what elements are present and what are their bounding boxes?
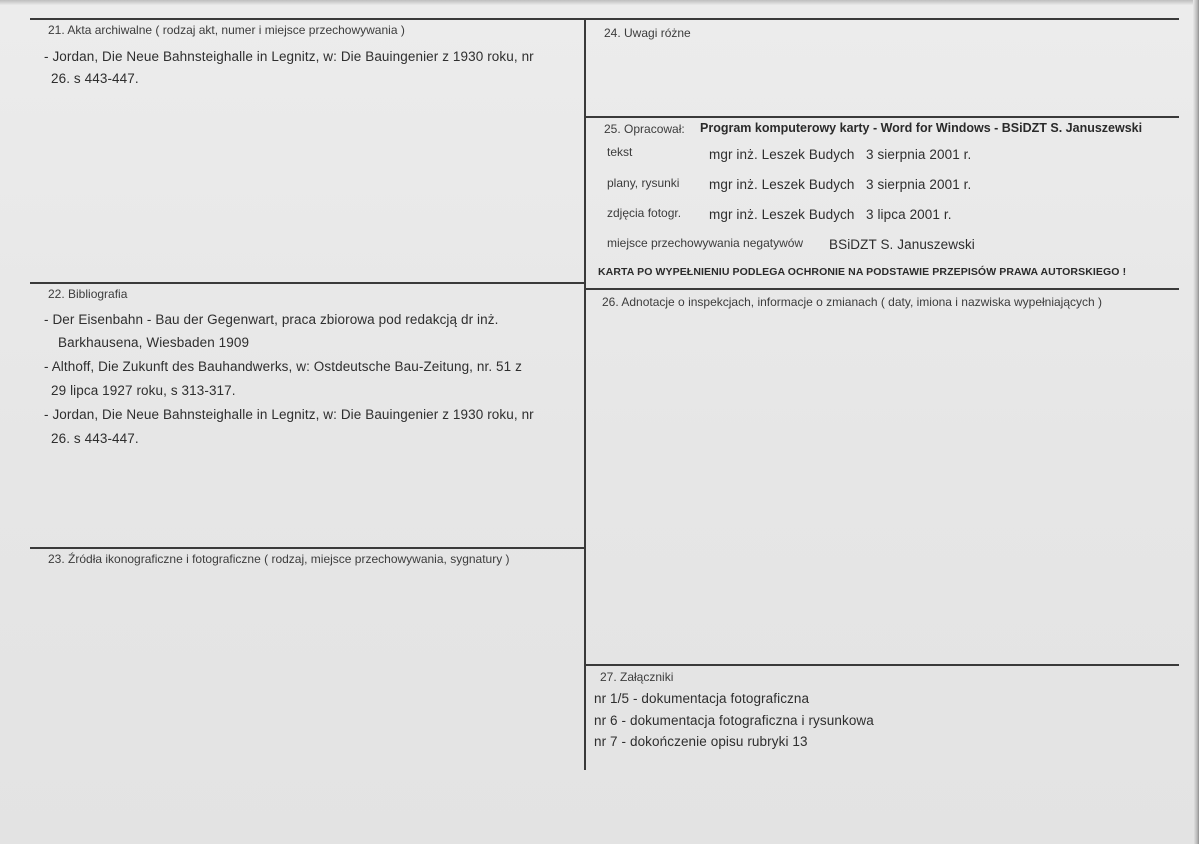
section-27-line: nr 7 - dokończenie opisu rubryki 13 — [594, 734, 808, 749]
section-25-row-person: mgr inż. Leszek Budych — [709, 147, 855, 162]
divider-26-27 — [586, 664, 1179, 666]
section-21-label: 21. Akta archiwalne ( rodzaj akt, numer i miejsce przechowywania ) — [48, 23, 405, 37]
divider-center — [584, 18, 586, 770]
section-27-line: nr 1/5 - dokumentacja fotograficzna — [594, 691, 810, 706]
section-26-label: 26. Adnotacje o inspekcjach, informacje o zmianach ( daty, imiona i nazwiska wypełniających ) — [602, 295, 1103, 309]
section-25-label: 25. Opracował: — [604, 122, 685, 136]
section-22-line: - Althoff, Die Zukunft des Bauhandwerks, w: Ostdeutsche Bau-Zeitung, nr. 51 z — [44, 359, 522, 374]
section-23-label: 23. Źródła ikonograficzne i fotograficzne ( rodzaj, miejsce przechowywania, sygnatury ) — [48, 552, 510, 566]
section-27-label: 27. Załączniki — [600, 670, 674, 684]
section-25-row-label: zdjęcia fotogr. — [607, 206, 682, 220]
scan-right-edge — [1193, 0, 1199, 844]
section-24-label: 24. Uwagi różne — [604, 26, 691, 40]
section-25-row-person: mgr inż. Leszek Budych — [709, 177, 855, 192]
scan-top-edge — [0, 0, 1199, 5]
section-25-negatives-value: BSiDZT S. Januszewski — [829, 237, 975, 252]
section-25-row-label: plany, rysunki — [607, 176, 680, 190]
divider-top — [30, 18, 1179, 20]
section-25-row-date: 3 lipca 2001 r. — [866, 207, 952, 222]
section-22-label: 22. Bibliografia — [48, 287, 128, 301]
section-25-row-date: 3 sierpnia 2001 r. — [866, 147, 972, 162]
divider-24-25 — [586, 116, 1179, 118]
section-21-line: - Jordan, Die Neue Bahnsteighalle in Legnitz, w: Die Bauingenier z 1930 roku, nr — [44, 49, 534, 64]
section-25-row-label: tekst — [607, 145, 633, 159]
section-22-line: 29 lipca 1927 roku, s 313-317. — [51, 383, 236, 398]
section-22-line: - Der Eisenbahn - Bau der Gegenwart, praca zbiorowa pod redakcją dr inż. — [44, 312, 499, 327]
divider-25-26 — [586, 288, 1179, 290]
divider-21-22 — [30, 282, 584, 284]
section-22-line: 26. s 443-447. — [51, 431, 139, 446]
section-25-program: Program komputerowy karty - Word for Windows - BSiDZT S. Januszewski — [700, 121, 1143, 135]
section-25-row-person: mgr inż. Leszek Budych — [709, 207, 855, 222]
divider-22-23 — [30, 547, 584, 549]
section-25-negatives-label: miejsce przechowywania negatywów — [607, 236, 804, 250]
section-22-line: - Jordan, Die Neue Bahnsteighalle in Legnitz, w: Die Bauingenier z 1930 roku, nr — [44, 407, 534, 422]
section-21-line: 26. s 443-447. — [51, 71, 139, 86]
copyright-warning: KARTA PO WYPEŁNIENIU PODLEGA OCHRONIE NA PODSTAWIE PRZEPISÓW PRAWA AUTORSKIEGO ! — [598, 266, 1127, 278]
section-25-row-date: 3 sierpnia 2001 r. — [866, 177, 972, 192]
section-27-line: nr 6 - dokumentacja fotograficzna i rysunkowa — [594, 713, 874, 728]
section-22-line: Barkhausena, Wiesbaden 1909 — [58, 335, 250, 350]
